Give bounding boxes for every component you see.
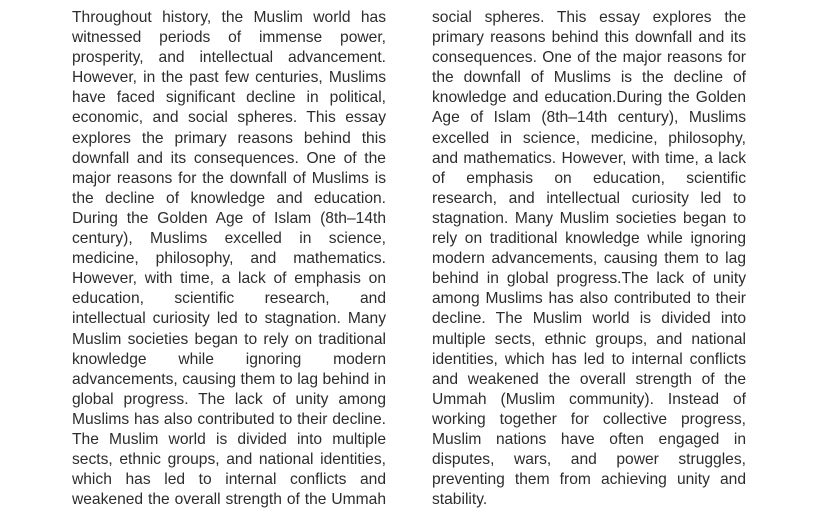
text-line: economic, and social spheres. This essay	[72, 109, 386, 127]
text-line: modern advancements, causing them to lag	[432, 250, 746, 268]
right-text-column	[432, 8, 746, 510]
text-line: preventing them from achieving unity and	[432, 471, 746, 489]
text-line: the downfall of Muslims is the decline of	[432, 69, 746, 87]
text-line: medicine, philosophy, and mathematics.	[72, 250, 386, 268]
text-line: However, with time, a lack of emphasis on	[72, 270, 386, 288]
text-line: research, and intellectual curiosity led to	[432, 189, 746, 207]
text-line: witnessed periods of immense power,	[72, 29, 386, 47]
text-line: among Muslims has also contributed to their	[432, 290, 746, 308]
text-line: Age of Islam (8th–14th century), Muslims	[432, 109, 746, 127]
text-line: explores the primary reasons behind this	[72, 129, 386, 147]
text-line: and mathematics. However, with time, a lack	[432, 149, 746, 167]
text-line: social spheres. This essay explores the	[432, 9, 746, 26]
text-line: and weakened the overall strength of the	[432, 370, 746, 388]
text-line: decline. The Muslim world is divided into	[432, 310, 746, 328]
text-line: sects, ethnic groups, and national identities,	[72, 451, 386, 469]
text-line: disputes, wars, and power struggles,	[432, 451, 746, 469]
text-line: prosperity, and intellectual advancement.	[72, 49, 386, 67]
text-line: weakened the overall strength of the Ummah	[72, 491, 386, 509]
text-line: advancements, causing them to lag behind in	[72, 370, 386, 388]
text-line: However, in the past few centuries, Muslims	[72, 69, 386, 87]
text-line: stability.	[432, 491, 488, 509]
text-line: behind in global progress.The lack of unity	[432, 270, 746, 288]
text-line: primary reasons behind this downfall and its	[432, 29, 746, 47]
text-line: knowledge while ignoring modern	[72, 350, 386, 368]
text-line: the decline of knowledge and education.	[72, 189, 386, 207]
text-line: consequences. One of the major reasons for	[432, 49, 746, 67]
text-line: downfall and its consequences. One of the	[72, 149, 386, 167]
text-line: During the Golden Age of Islam (8th–14th	[72, 209, 386, 227]
text-line: rely on traditional knowledge while ignoring	[432, 230, 746, 248]
text-line: have faced significant decline in political,	[72, 89, 386, 107]
text-line: century), Muslims excelled in science,	[72, 230, 386, 248]
text-line: identities, which has led to internal conflicts	[432, 350, 746, 368]
text-line: intellectual curiosity led to stagnation. Many	[72, 310, 386, 328]
text-line: working together for collective progress,	[432, 410, 746, 428]
text-line: excelled in science, medicine, philosophy,	[432, 129, 746, 147]
text-line: major reasons for the downfall of Muslims is	[72, 169, 386, 187]
text-line: which has led to internal conflicts and	[72, 471, 386, 489]
text-line: global progress. The lack of unity among	[72, 390, 386, 408]
text-line: Ummah (Muslim community). Instead of	[432, 390, 746, 408]
text-line: Muslim nations have often engaged in	[432, 430, 746, 448]
text-line: The Muslim world is divided into multiple	[72, 430, 386, 448]
text-line: stagnation. Many Muslim societies began to	[432, 209, 746, 227]
text-line: of emphasis on education, scientific	[432, 169, 746, 187]
left-text-column	[72, 8, 386, 510]
text-line: multiple sects, ethnic groups, and national	[432, 330, 746, 348]
text-line: knowledge and education.During the Golden	[432, 89, 746, 107]
text-line: Muslims has also contributed to their decline.	[72, 410, 386, 428]
text-line: Throughout history, the Muslim world has	[72, 9, 386, 26]
text-line: education, scientific research, and	[72, 290, 386, 308]
text-line: Muslim societies began to rely on traditional	[72, 330, 386, 348]
